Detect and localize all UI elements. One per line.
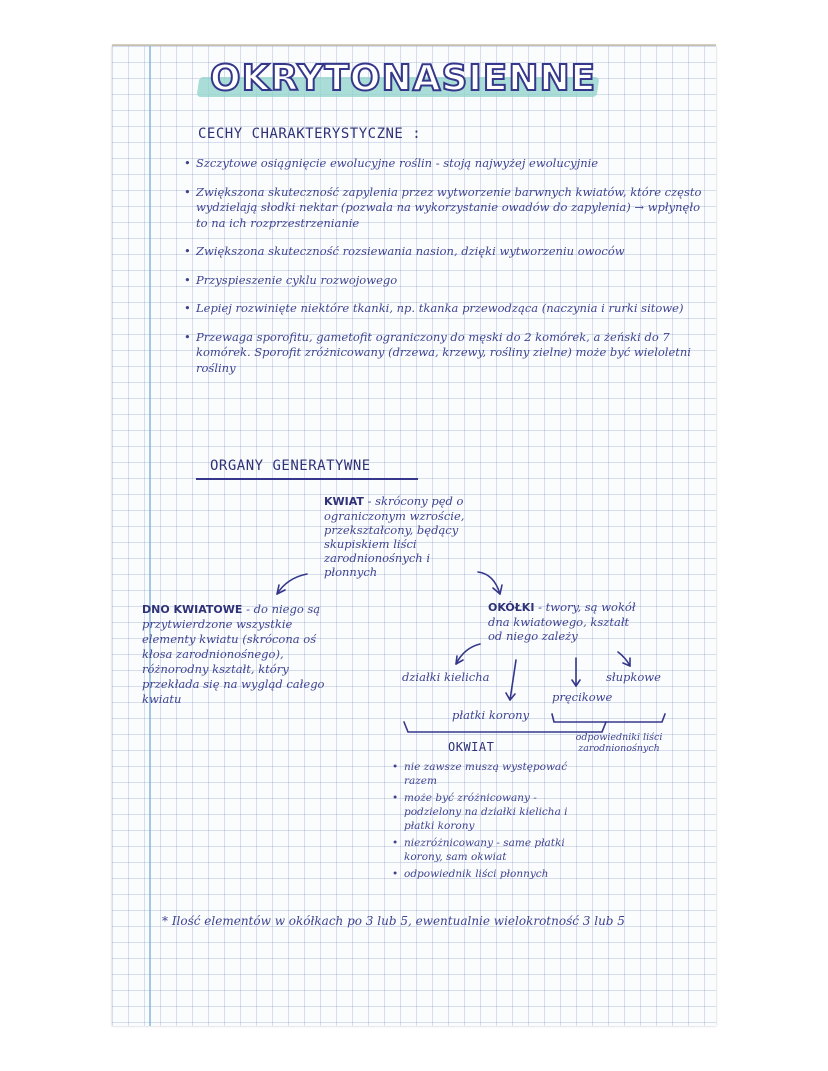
- okwiat-item: • nie zawsze muszą występować razem: [392, 760, 592, 788]
- arrow-to-dzialki: [456, 644, 480, 664]
- dno-term: DNO KWIATOWE: [142, 603, 243, 616]
- okwiat-label: OKWIAT: [448, 740, 495, 754]
- cechy-item: • Przyspieszenie cyklu rozwojowego: [184, 273, 704, 289]
- cechy-list: [184, 156, 704, 389]
- odpowiedniki-brace: [552, 714, 665, 722]
- cechy-item: • Lepiej rozwinięte niektóre tkanki, np. tkanka przewodząca (naczynia i rurki sitowe): [184, 301, 704, 317]
- cechy-item: • Zwiększona skuteczność zapylenia przez wytworzenie barwnych kwiatów, które często wydzielają słodki nektar (pozwala na wykorzystanie owadów do zapylenia) → wpłynęło to na ich rozprzestrzenianie: [184, 185, 704, 232]
- organy-heading: ORGANY GENERATYWNE: [210, 458, 371, 474]
- kwiat-text: - skrócony pęd o ograniczonym wzroście, przekształcony, będący skupiskiem liści zarodnionośnych i płonnych: [324, 494, 465, 579]
- page-title: OKRYTONASIENNE: [210, 58, 597, 99]
- odpowiedniki-lisci: odpowiedniki liści zarodnionośnych: [575, 732, 663, 754]
- margin-line: [149, 46, 151, 1026]
- okwiat-item: • może być zróżnicowany - podzielony na działki kielicha i płatki korony: [392, 791, 592, 833]
- arrow-to-okolki: [478, 572, 500, 594]
- cechy-item: • Zwiększona skuteczność rozsiewania nasion, dzięki wytworzeniu owoców: [184, 244, 704, 260]
- arrow-to-slupkowe: [618, 652, 630, 666]
- dzialki-kielicha: działki kielicha: [402, 670, 490, 684]
- cechy-item: • Szczytowe osiągnięcie ewolucyjne roślin - stoją najwyżej ewolucyjnie: [184, 156, 704, 172]
- footnote: * Ilość elementów w okółkach po 3 lub 5, ewentualnie wielokrotność 3 lub 5: [162, 914, 625, 928]
- arrow-to-slupkowe-head: [623, 658, 630, 666]
- okwiat-brace: [404, 722, 606, 732]
- cechy-item: • Przewaga sporofitu, gametofit ograniczony do męski do 2 komórek, a żeński do 7 komórek. Sporofit zróżnicowany (drzewa, krzewy, rośliny zielne) może być wieloletni rośliny: [184, 330, 704, 377]
- arrow-to-platki: [510, 660, 516, 700]
- arrow-to-dno-head: [277, 585, 285, 594]
- arrow-to-dzialki-head: [456, 656, 463, 664]
- arrow-to-okolki-head: [493, 585, 502, 594]
- dno-text: - do niego są przytwierdzone wszystkie elementy kwiatu (skrócona oś kłosa zarodnionośnego), różnorodny kształt, który przekłada się na wygląd całego kwiatu: [142, 602, 325, 706]
- dno-kwiatowe-definition: [142, 602, 342, 707]
- okolki-text: - twory, są wokół dna kwiatowego, kształt od niego zależy: [488, 600, 636, 643]
- okwiat-item: • odpowiednik liści płonnych: [392, 867, 592, 881]
- okolki-definition: [488, 600, 638, 643]
- arrow-to-platki-head: [506, 693, 515, 700]
- cechy-heading: CECHY CHARAKTERYSTYCZNE :: [198, 126, 422, 142]
- kwiat-definition: [324, 494, 474, 579]
- arrow-to-precikowe-head: [572, 680, 580, 686]
- platki-korony: płatki korony: [452, 708, 530, 722]
- notebook-page: [112, 46, 716, 1026]
- okolki-term: OKÓŁKI: [488, 601, 535, 614]
- okwiat-list: [392, 760, 592, 884]
- arrow-to-dno: [277, 574, 307, 594]
- precikowe-label: pręcikowe: [552, 690, 613, 704]
- kwiat-term: KWIAT: [324, 495, 364, 508]
- okwiat-item: • niezróżnicowany - same płatki korony, sam okwiat: [392, 836, 592, 864]
- slupkowe-label: słupkowe: [606, 670, 661, 684]
- organy-heading-underline: [196, 478, 418, 480]
